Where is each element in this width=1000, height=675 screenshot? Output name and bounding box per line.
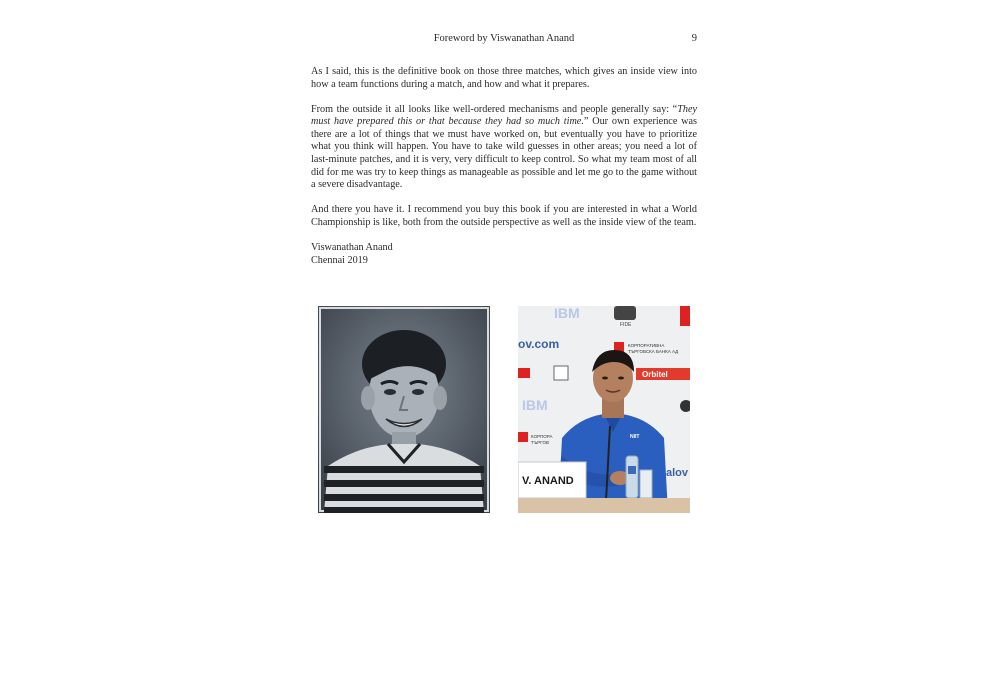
paragraph-3: And there you have it. I recommend you buy this book if you are interested in what a World Championship is like, both from the outside perspective as well as the inside view of the team. [311, 204, 697, 228]
running-header [311, 33, 697, 49]
banner-bank-2b: ТЪРГОВ [531, 440, 549, 445]
banner-ibm-mid: IBM [522, 397, 548, 413]
paragraph-1: As I said, this is the definitive book on those three matches, which gives an inside view into how a team functions during a match, and how and what it prepares. [311, 66, 697, 90]
banner-bank-line2: ТЪРГОВСКА БАНКА АД [628, 349, 679, 354]
signature-name: Viswanathan Anand [311, 242, 393, 254]
banner-ibm-top: IBM [554, 306, 580, 321]
childhood-photo [318, 306, 490, 513]
page-number: 9 [691, 33, 697, 44]
paragraph-2 [311, 104, 697, 192]
nameplate: V. ANAND [522, 475, 574, 487]
banner-bank: КОРПОРАТИВНА [628, 343, 665, 348]
foreword-body [311, 66, 697, 267]
banner-salov: alov [666, 467, 689, 479]
paragraph-2-end: ” Our own experience was there are a lot of things that we must have worked on, but eventually you have to prioritize what you think will happen. You have to take wild guesses in other areas; you need a lot of last-minute patches, and it is very, very difficult to keep control. So what my team most of all did for me was try to keep things as manageable as possible and let me go to the game without a severe disadvantage. [311, 116, 697, 191]
shirt-logo: NIIT [630, 434, 640, 440]
banner-fide: FIDE [620, 322, 632, 328]
paragraph-2-quote: They must have prepared this or that because they had so much time. [311, 103, 697, 128]
chapter-title: Foreword by Viswanathan Anand [433, 33, 575, 44]
paragraph-2-start: From the outside it all looks like well-ordered mechanisms and people generally say: “ [311, 103, 678, 115]
banner-url: ov.com [518, 337, 560, 351]
signature-place-year: Chennai 2019 [311, 254, 368, 266]
press-conference-photo [518, 306, 690, 513]
banner-bank-2: КОРПОРА [531, 434, 553, 439]
banner-orbitel: Orbitel [642, 370, 668, 379]
